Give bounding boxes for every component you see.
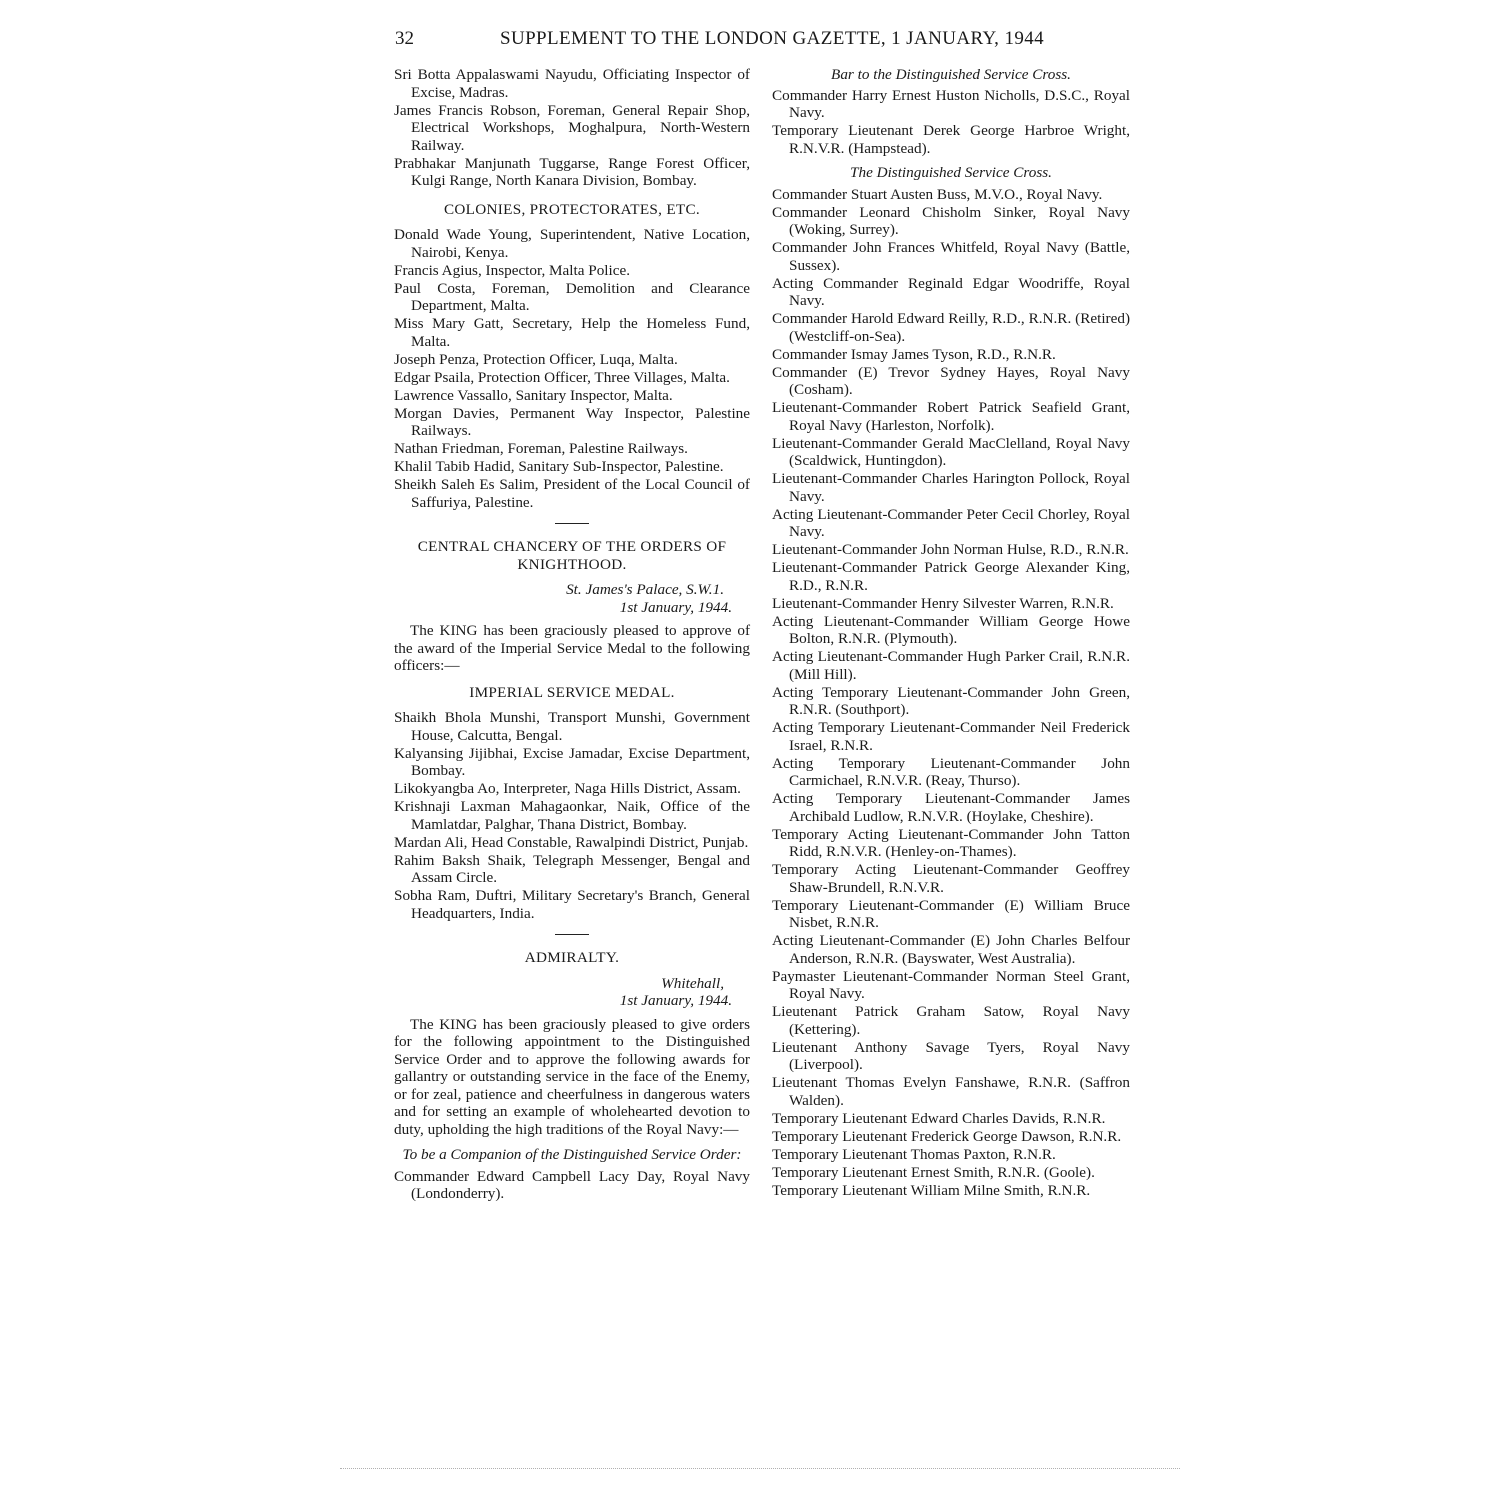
list-entry: Lieutenant Anthony Savage Tyers, Royal Navy (Liverpool). <box>772 1038 1130 1073</box>
list-entry: Khalil Tabib Hadid, Sanitary Sub-Inspector, Palestine. <box>394 458 724 475</box>
list-entry: Sheikh Saleh Es Salim, President of the Local Council of Saffuriya, Palestine. <box>394 476 750 511</box>
list-entry: Paul Costa, Foreman, Demolition and Clearance Department, Malta. <box>394 279 750 314</box>
list-entry: Commander Harry Ernest Huston Nicholls, D.S.C., Royal Navy. <box>772 86 1130 121</box>
list-entry: Lieutenant-Commander Henry Silvester Warren, R.N.R. <box>772 594 1114 612</box>
list-entry: Morgan Davies, Permanent Way Inspector, Palestine Railways. <box>394 404 750 439</box>
running-head: SUPPLEMENT TO THE LONDON GAZETTE, 1 JANUARY, 1944 <box>500 28 1045 49</box>
section-rule <box>555 934 589 935</box>
page-bottom-artifacts <box>340 1468 1180 1471</box>
chancery-date: 1st January, 1944. <box>619 598 732 616</box>
left-column <box>394 66 750 1203</box>
intro-entries <box>394 66 750 190</box>
list-entry: Acting Lieutenant-Commander Peter Cecil Chorley, Royal Navy. <box>772 505 1130 540</box>
list-entry: Temporary Lieutenant-Commander (E) William Bruce Nisbet, R.N.R. <box>772 896 1130 931</box>
chancery-heading: CENTRAL CHANCERY OF THE ORDERS OF KNIGHTHOOD. <box>417 538 727 573</box>
list-entry: Sri Botta Appalaswami Nayudu, Officiating Inspector of Excise, Madras. <box>394 66 750 101</box>
list-entry: Edgar Psaila, Protection Officer, Three Villages, Malta. <box>394 368 730 386</box>
list-entry: Lieutenant-Commander Robert Patrick Seafield Grant, Royal Navy (Harleston, Norfolk). <box>772 399 1130 434</box>
list-entry: Kalyansing Jijibhai, Excise Jamadar, Excise Department, Bombay. <box>394 744 750 779</box>
list-entry: Temporary Acting Lieutenant-Commander John Tatton Ridd, R.N.V.R. (Henley-on-Thames). <box>772 825 1130 860</box>
list-entry: Likokyangba Ao, Interpreter, Naga Hills District, Assam. <box>394 780 741 797</box>
bar-dsc-subheading: Bar to the Distinguished Service Cross. <box>831 66 1071 83</box>
list-entry: Lieutenant-Commander Charles Harington Pollock, Royal Navy. <box>772 470 1130 505</box>
list-entry: Commander Edward Campbell Lacy Day, Royal Navy (Londonderry). <box>394 1167 750 1202</box>
list-entry: Commander Leonard Chisholm Sinker, Royal Navy (Woking, Surrey). <box>772 203 1130 238</box>
list-entry: Temporary Acting Lieutenant-Commander Geoffrey Shaw-Brundell, R.N.V.R. <box>772 861 1130 896</box>
colonies-entries <box>394 226 750 511</box>
list-entry: Lieutenant-Commander John Norman Hulse, R.D., R.N.R. <box>772 541 1129 558</box>
admiralty-heading: ADMIRALTY. <box>524 949 620 966</box>
list-entry: Temporary Lieutenant Edward Charles Davids, R.N.R. <box>772 1109 1106 1127</box>
list-entry: Francis Agius, Inspector, Malta Police. <box>394 261 631 279</box>
colonies-heading: COLONIES, PROTECTORATES, ETC. <box>443 200 701 218</box>
list-entry: Temporary Lieutenant Frederick George Dawson, R.N.R. <box>772 1127 1122 1145</box>
list-entry: Nathan Friedman, Foreman, Palestine Railways. <box>394 440 688 457</box>
page-number: 32 <box>395 28 414 49</box>
list-entry: Acting Lieutenant-Commander William George Howe Bolton, R.N.R. (Plymouth). <box>772 612 1130 647</box>
ism-heading: IMPERIAL SERVICE MEDAL. <box>469 683 675 701</box>
list-entry: Acting Temporary Lieutenant-Commander Neil Frederick Israel, R.N.R. <box>772 719 1130 754</box>
right-column <box>772 66 1130 1200</box>
section-rule <box>555 523 589 524</box>
list-entry: Commander Harold Edward Reilly, R.D., R.N.R. (Retired) (Westcliff-on-Sea). <box>772 310 1130 345</box>
chancery-place: St. James's Palace, S.W.1. <box>566 581 724 598</box>
ism-entries <box>394 709 750 922</box>
list-entry: Temporary Lieutenant Thomas Paxton, R.N.R. <box>772 1145 1056 1163</box>
list-entry: Prabhakar Manjunath Tuggarse, Range Forest Officer, Kulgi Range, North Kanara Division, Bombay. <box>394 154 750 189</box>
list-entry: Acting Lieutenant-Commander Hugh Parker Crail, R.N.R. (Mill Hill). <box>772 648 1130 683</box>
dsc-entries <box>772 186 1130 1200</box>
list-entry: Acting Temporary Lieutenant-Commander James Archibald Ludlow, R.N.V.R. (Hoylake, Cheshire). <box>772 790 1130 825</box>
list-entry: Lieutenant-Commander Patrick George Alexander King, R.D., R.N.R. <box>772 559 1130 594</box>
list-entry: James Francis Robson, Foreman, General Repair Shop, Electrical Workshops, Moghalpura, North-Western Railway. <box>394 101 750 154</box>
list-entry: Temporary Lieutenant Derek George Harbroe Wright, R.N.V.R. (Hampstead). <box>772 122 1130 157</box>
chancery-paragraph: The KING has been graciously pleased to approve of the award of the Imperial Service Medal to the following officers:— <box>394 622 750 674</box>
list-entry: Lieutenant Patrick Graham Satow, Royal Navy (Kettering). <box>772 1003 1130 1038</box>
list-entry: Commander Stuart Austen Buss, M.V.O., Royal Navy. <box>772 185 1103 203</box>
list-entry: Commander (E) Trevor Sydney Hayes, Royal Navy (Cosham). <box>772 363 1130 398</box>
dso-subheading: To be a Companion of the Distinguished Service Order: <box>402 1146 742 1163</box>
list-entry: Joseph Penza, Protection Officer, Luqa, Malta. <box>394 350 678 368</box>
list-entry: Miss Mary Gatt, Secretary, Help the Homeless Fund, Malta. <box>394 315 750 350</box>
dso-entries <box>394 1168 750 1203</box>
list-entry: Lieutenant Thomas Evelyn Fanshawe, R.N.R. (Saffron Walden). <box>772 1074 1130 1109</box>
list-entry: Sobha Ram, Duftri, Military Secretary's Branch, General Headquarters, India. <box>394 887 750 922</box>
bar-dsc-entries <box>772 87 1130 158</box>
dsc-subheading: The Distinguished Service Cross. <box>850 164 1052 181</box>
list-entry: Acting Temporary Lieutenant-Commander John Carmichael, R.N.V.R. (Reay, Thurso). <box>772 754 1130 789</box>
list-entry: Krishnaji Laxman Mahagaonkar, Naik, Office of the Mamlatdar, Palghar, Thana District, Bombay. <box>394 798 750 833</box>
admiralty-date: 1st January, 1944. <box>619 992 732 1009</box>
list-entry: Acting Commander Reginald Edgar Woodriffe, Royal Navy. <box>772 274 1130 309</box>
list-entry: Lieutenant-Commander Gerald MacClelland, Royal Navy (Scaldwick, Huntingdon). <box>772 434 1130 469</box>
list-entry: Paymaster Lieutenant-Commander Norman Steel Grant, Royal Navy. <box>772 967 1130 1002</box>
admiralty-place: Whitehall, <box>661 974 724 992</box>
list-entry: Acting Temporary Lieutenant-Commander John Green, R.N.R. (Southport). <box>772 683 1130 718</box>
list-entry: Temporary Lieutenant William Milne Smith, R.N.R. <box>772 1181 1091 1199</box>
list-entry: Lawrence Vassallo, Sanitary Inspector, Malta. <box>394 386 673 404</box>
list-entry: Shaikh Bhola Munshi, Transport Munshi, Government House, Calcutta, Bengal. <box>394 709 750 744</box>
list-entry: Commander John Frances Whitfeld, Royal Navy (Battle, Sussex). <box>772 239 1130 274</box>
list-entry: Donald Wade Young, Superintendent, Native Location, Nairobi, Kenya. <box>394 226 750 261</box>
list-entry: Rahim Baksh Shaik, Telegraph Messenger, Bengal and Assam Circle. <box>394 851 750 886</box>
list-entry: Acting Lieutenant-Commander (E) John Charles Belfour Anderson, R.N.R. (Bayswater, West Australia). <box>772 932 1130 967</box>
list-entry: Mardan Ali, Head Constable, Rawalpindi District, Punjab. <box>394 833 749 851</box>
list-entry: Temporary Lieutenant Ernest Smith, R.N.R. (Goole). <box>772 1163 1095 1181</box>
admiralty-paragraph: The KING has been graciously pleased to give orders for the following appointment to the Distinguished Service Order and to approve the following awards for gallantry or outstanding service in the face of the Enemy, or for zeal, patience and cheerfulness in dangerous waters and for setting an example of wholehearted devotion to duty, upholding the high traditions of the Royal Navy:— <box>394 1015 750 1138</box>
list-entry: Commander Ismay James Tyson, R.D., R.N.R. <box>772 345 1056 363</box>
